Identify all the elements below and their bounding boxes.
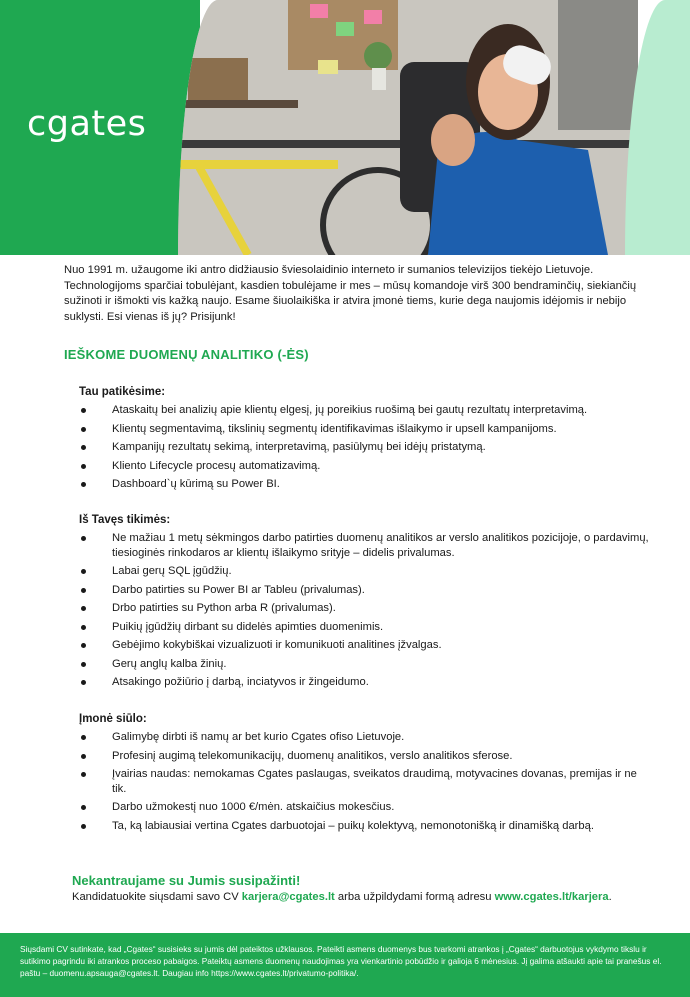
intro-paragraph: Nuo 1991 m. užaugome iki antro didžiausio šviesolaidinio interneto ir sumanios televizijos tiekėjo Lietuvoje. Technologijoms sparčiai tobulėjant, kasdien tobulėjame ir mes – mūsų komandoje virš 300 bendraminčių, siekiančių sužinoti ir išmokti vis kažką naujo. Esame šiuolaikiška ir atvira įmonė tiems, kurie dega naujomis idėjomis ir nebijo suklysti. Esi vienas iš jų? Prisijunk! — [64, 264, 637, 323]
closing-line — [72, 891, 612, 903]
hero-photo-illustration — [178, 0, 638, 255]
responsibilities-list — [79, 403, 649, 492]
hero-photo — [178, 0, 638, 255]
responsibilities-section — [79, 386, 649, 496]
closing-text-end: . — [608, 891, 612, 903]
cgates-logo: cgates — [27, 104, 147, 144]
list-item: Ne mažiau 1 metų sėkmingos darbo patirties duomenų analitikos ar verslo analitikos pozicijoje, o pardavimų, tiesioginės rinkodaros ar klientų išlaikymo srityje – didelis privalumas. — [79, 531, 649, 560]
offer-section — [79, 713, 649, 837]
requirements-section — [79, 514, 649, 694]
list-item: Klientų segmentavimą, tikslinių segmentų identifikavimas išlaikymo ir upsell kampanijoms. — [79, 422, 649, 437]
list-item: Įvairias naudas: nemokamas Cgates paslaugas, sveikatos draudimą, motyvacines dovanas, premijas ir ne tik. — [79, 767, 649, 796]
list-item: Kampanijų rezultatų sekimą, interpretavimą, pasiūlymų bei idėjų pristatymą. — [79, 440, 649, 455]
list-item: Gerų anglų kalba žinių. — [79, 657, 649, 672]
list-item: Ta, ką labiausiai vertina Cgates darbuotojai – puikų kolektyvą, nemonotonišką ir dinamišką darbą. — [79, 819, 649, 834]
list-item: Drbo patirties su Python arba R (privalumas). — [79, 601, 649, 616]
job-title: IEŠKOME DUOMENŲ ANALITIKO (-ĖS) — [64, 347, 309, 362]
list-item: Galimybę dirbti iš namų ar bet kurio Cgates ofiso Lietuvoje. — [79, 730, 649, 745]
list-item: Darbo užmokestį nuo 1000 €/mėn. atskaičius mokesčius. — [79, 800, 649, 815]
list-item: Kliento Lifecycle procesų automatizavimą. — [79, 459, 649, 474]
requirements-list — [79, 531, 649, 690]
list-item: Gebėjimo kokybiškai vizualizuoti ir komunikuoti analitines įžvalgas. — [79, 638, 649, 653]
offer-heading: Įmonė siūlo: — [79, 713, 147, 725]
privacy-footer: Siųsdami CV sutinkate, kad „Cgates“ susisieks su jumis dėl pateiktos užklausos. Pateikti asmens duomenys bus tvarkomi atrankos į „Cgates“ darbuotojus vykdymo tikslu ir sutikimo pagrindu iki atrankos proceso pabaigos. Pateiktų asmens duomenų naudojimas yra vienkartinio pobūdžio ir galioja 6 mėnesius. Jį galima atšaukti apie tai pranešus el. paštu – duomenu.apsauga@cgates.lt. Daugiau info https://www.cgates.lt/privatumo-politika/. — [0, 933, 690, 997]
careers-url-link[interactable]: www.cgates.lt/karjera — [494, 891, 609, 903]
email-link[interactable]: karjera@cgates.lt — [241, 891, 335, 903]
list-item: Dashboard`ų kūrimą su Power BI. — [79, 477, 649, 492]
offer-list — [79, 730, 649, 833]
responsibilities-heading: Tau patikėsime: — [79, 386, 166, 398]
list-item: Puikių įgūdžių dirbant su didelės apimties duomenimis. — [79, 620, 649, 635]
closing-title: Nekantraujame su Jumis susipažinti! — [72, 873, 301, 888]
list-item: Profesinį augimą telekomunikacijų, duomenų analitikos, verslo analitikos sferose. — [79, 749, 649, 764]
list-item: Darbo patirties su Power BI ar Tableu (privalumas). — [79, 583, 649, 598]
requirements-heading: Iš Tavęs tikimės: — [79, 514, 171, 526]
list-item: Labai gerų SQL įgūdžių. — [79, 564, 649, 579]
list-item: Ataskaitų bei analizių apie klientų elgesį, jų poreikius ruošimą bei gautų rezultatų interpretavimą. — [79, 403, 649, 418]
list-item: Atsakingo požiūrio į darbą, inciatyvos ir žingeidumo. — [79, 675, 649, 690]
header-banner — [0, 0, 690, 255]
closing-text-middle: arba užpildydami formą adresu — [334, 891, 495, 903]
closing-text-before: Kandidatuokite siųsdami savo CV — [72, 891, 242, 903]
